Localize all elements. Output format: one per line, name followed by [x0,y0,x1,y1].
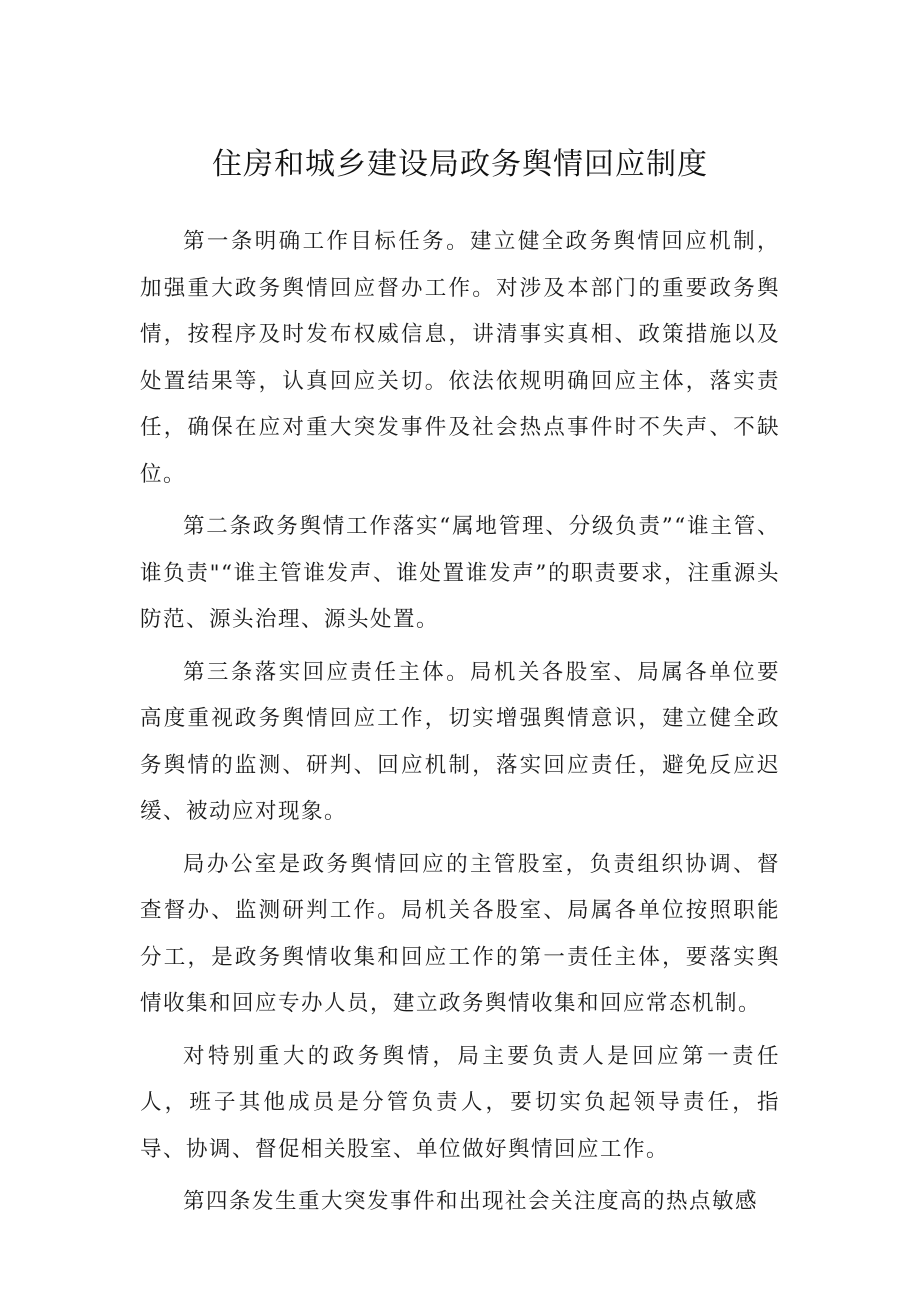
paragraph-office-duties: 局办公室是政务舆情回应的主管股室，负责组织协调、督查督办、监测研判工作。局机关各股室、局属各单位按照职能分工，是政务舆情收集和回应工作的第一责任主体，要落实舆情收集和回应专办人员，建立政务舆情收集和回应常态机制。 [140,851,780,1016]
paragraph-article-4: 第四条发生重大突发事件和出现社会关注度高的热点敏感 [183,1189,759,1214]
paragraph-article-3: 第三条落实回应责任主体。局机关各股室、局属各单位要高度重视政务舆情回应工作，切实增强舆情意识，建立健全政务舆情的监测、研判、回应机制，落实回应责任，避免反应迟缓、被动应对现象。 [140,659,780,824]
document-body [140,219,780,1232]
document-title: 住房和城乡建设局政务舆情回应制度 [212,147,708,182]
paragraph-major-opinion: 对特别重大的政务舆情，局主要负责人是回应第一责任人，班子其他成员是分管负责人，要切实负起领导责任，指导、协调、督促相关股室、单位做好舆情回应工作。 [140,1043,780,1162]
paragraph-article-1: 第一条明确工作目标任务。建立健全政务舆情回应机制，加强重大政务舆情回应督办工作。对涉及本部门的重要政务舆情，按程序及时发布权威信息，讲清事实真相、政策措施以及处置结果等，认真回应关切。依法依规明确回应主体，落实责任，确保在应对重大突发事件及社会热点事件时不失声、不缺位。 [140,229,780,487]
paragraph-article-2: 第二条政务舆情工作落实“属地管理、分级负责”“谁主管、谁负责"“谁主管谁发声、谁处置谁发声”的职责要求，注重源头防范、源头治理、源头处置。 [140,514,780,632]
